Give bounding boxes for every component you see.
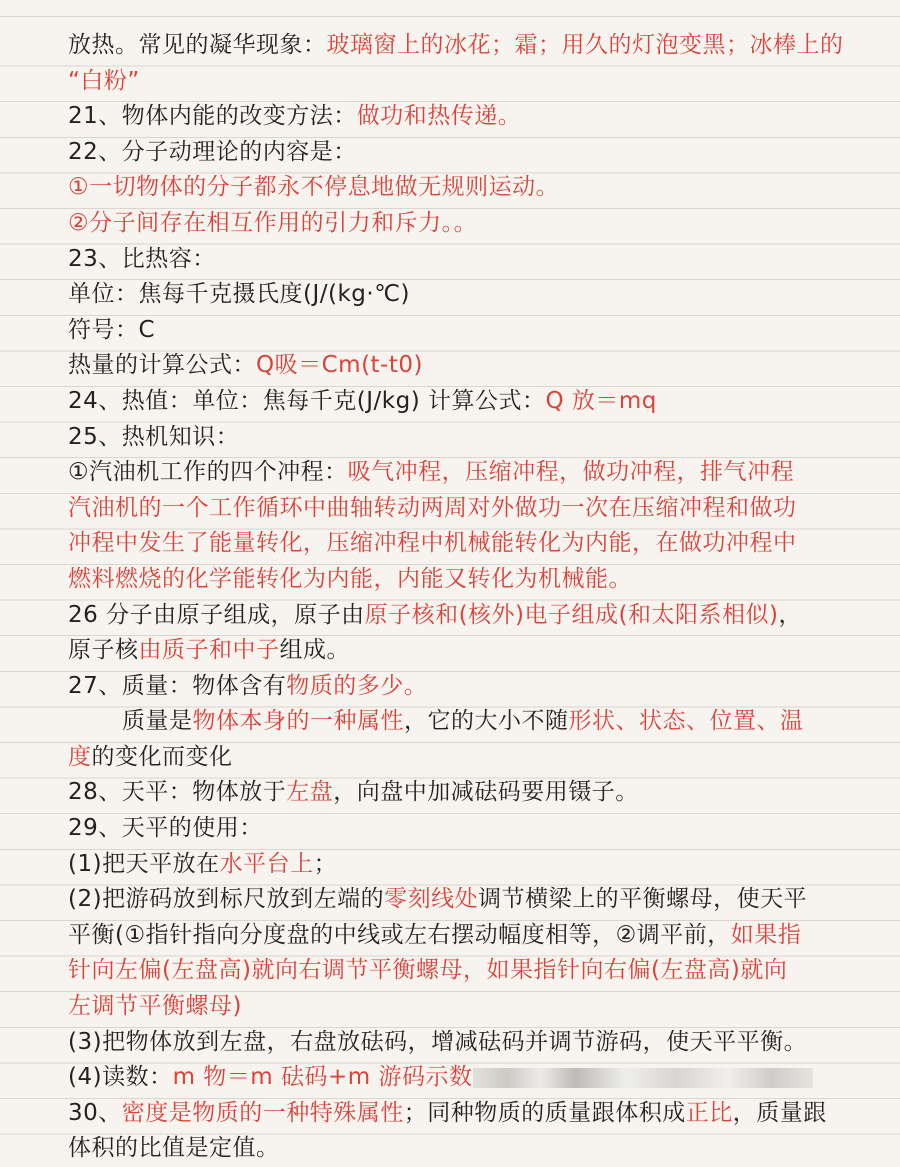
highlighted-text: 左盘 — [286, 779, 334, 806]
highlighted-text: ②分子间存在相互作用的引力和斥力。。 — [68, 209, 478, 236]
note-line — [68, 669, 882, 705]
note-text: 单位：焦每千克摄氏度(J/(kg·℃) — [68, 281, 411, 308]
highlighted-text: 冲程中发生了能量转化，压缩冲程中机械能转化为内能，在做功冲程中 — [68, 530, 797, 557]
note-line — [68, 491, 882, 527]
note-line — [68, 135, 882, 171]
note-line — [68, 1131, 882, 1167]
note-text: (1)把天平放在 — [68, 850, 220, 877]
note-text: 29、天平的使用： — [68, 815, 263, 842]
highlighted-text: 密度是物质的一种特殊属性 — [121, 1099, 404, 1126]
note-text: ①汽油机工作的四个冲程： — [68, 459, 348, 486]
note-text: 28、天平：物体放于 — [68, 779, 287, 806]
highlighted-text: Q 放＝mq — [545, 387, 657, 414]
note-text: 24、热值：单位：焦每千克(J/kg) 计算公式： — [68, 387, 546, 414]
highlighted-text: 汽油机的一个工作循环中曲轴转动两周对外做功一次在压缩冲程和做功 — [68, 494, 797, 521]
note-text: 体积的比值是定值。 — [68, 1135, 280, 1162]
highlighted-text: 左调节平衡螺母) — [68, 993, 242, 1020]
note-text: 调节横梁上的平衡螺母，使天平 — [478, 886, 808, 913]
highlighted-text: 物质的多少。 — [286, 672, 428, 699]
note-text: 22、分子动理论的内容是： — [68, 138, 357, 165]
note-text: ，质量跟 — [732, 1099, 827, 1126]
highlighted-text: 度 — [68, 743, 92, 770]
note-text: 放热。常见的凝华现象： — [68, 32, 327, 58]
note-line — [68, 99, 882, 135]
note-line — [68, 1060, 882, 1096]
highlighted-text: 如果指 — [730, 921, 802, 948]
note-text: 符号：C — [68, 316, 156, 343]
note-line — [68, 455, 882, 491]
highlighted-text: 水平台上 — [219, 850, 314, 877]
note-text: ；同种物质的质量跟体积成 — [403, 1099, 686, 1126]
note-text: (2)把游码放到标尺放到左端的 — [68, 886, 385, 913]
highlighted-text: 原子核和(核外)电子组成(和太阳系相似) — [364, 601, 779, 628]
note-line — [68, 989, 882, 1025]
highlighted-text: 正比 — [685, 1099, 733, 1126]
note-text: 23、比热容： — [68, 245, 216, 272]
note-text: 26 分子由原子组成，原子由 — [68, 601, 365, 628]
note-line — [68, 28, 882, 64]
note-text: 的变化而变化 — [91, 743, 233, 770]
note-text: 30、 — [68, 1099, 122, 1126]
highlighted-text: 燃料燃烧的化学能转化为内能，内能又转化为机械能。 — [68, 565, 632, 592]
blurred-region — [473, 1068, 813, 1088]
note-text: 组成。 — [279, 637, 350, 664]
note-text: (3)把物体放到左盘，右盘放砝码，增减砝码并调节游码，使天平平衡。 — [68, 1028, 808, 1055]
note-line — [68, 526, 882, 562]
note-line — [68, 847, 882, 883]
note-line — [68, 740, 882, 776]
highlighted-text: 零刻线处 — [384, 886, 479, 913]
note-text: ，向盘中加减砝码要用镊子。 — [333, 779, 639, 806]
highlighted-text: 针向左偏(左盘高)就向右调节平衡螺母，如果指针向右偏(左盘高)就向 — [68, 957, 788, 984]
note-line — [68, 64, 882, 100]
note-line — [68, 704, 882, 740]
highlighted-text: 吸气冲程，压缩冲程，做功冲程，排气冲程 — [347, 459, 795, 486]
note-text: ， — [778, 601, 802, 628]
note-line — [68, 313, 882, 349]
note-text: 21、物体内能的改变方法： — [68, 103, 357, 130]
note-line — [68, 811, 882, 847]
note-line — [68, 918, 882, 954]
note-text: 25、热机知识： — [68, 423, 240, 450]
note-line — [68, 242, 882, 278]
note-text: (4)读数： — [68, 1064, 173, 1091]
note-text: 平衡(①指针指向分度盘的中线或左右摆动幅度相等，②调平前， — [68, 921, 731, 948]
highlighted-text: 由质子和中子 — [138, 637, 280, 664]
note-line — [68, 206, 882, 242]
note-line — [68, 562, 882, 598]
note-text: 质量是 — [122, 708, 193, 735]
note-line — [68, 953, 882, 989]
note-line — [68, 775, 882, 811]
highlighted-text: “白粉” — [68, 67, 140, 94]
highlighted-text: 玻璃窗上的冰花；霜；用久的灯泡变黑；冰棒上的 — [326, 32, 844, 58]
highlighted-text: 物体本身的一种属性 — [192, 708, 404, 735]
note-text: 热量的计算公式： — [68, 352, 256, 379]
highlighted-text: 形状、状态、位置、温 — [568, 708, 804, 735]
note-line — [68, 277, 882, 313]
note-line — [68, 1096, 882, 1132]
note-line — [68, 348, 882, 384]
note-line — [68, 1025, 882, 1061]
note-line — [68, 420, 882, 456]
note-text: ； — [313, 850, 338, 877]
note-line — [68, 882, 882, 918]
note-text: 原子核 — [68, 637, 139, 664]
note-line — [68, 598, 882, 634]
highlighted-text: ①一切物体的分子都永不停息地做无规则运动。 — [68, 174, 560, 201]
note-line — [68, 633, 882, 669]
highlighted-text: 做功和热传递。 — [356, 103, 522, 130]
highlighted-text: Q吸＝Cm(t-t0) — [256, 352, 423, 379]
note-text: ，它的大小不随 — [404, 708, 569, 735]
note-line — [68, 170, 882, 206]
highlighted-text: m 物＝m 砝码+m 游码示数 — [172, 1064, 473, 1091]
note-line — [68, 384, 882, 420]
note-text: 27、质量：物体含有 — [68, 672, 287, 699]
